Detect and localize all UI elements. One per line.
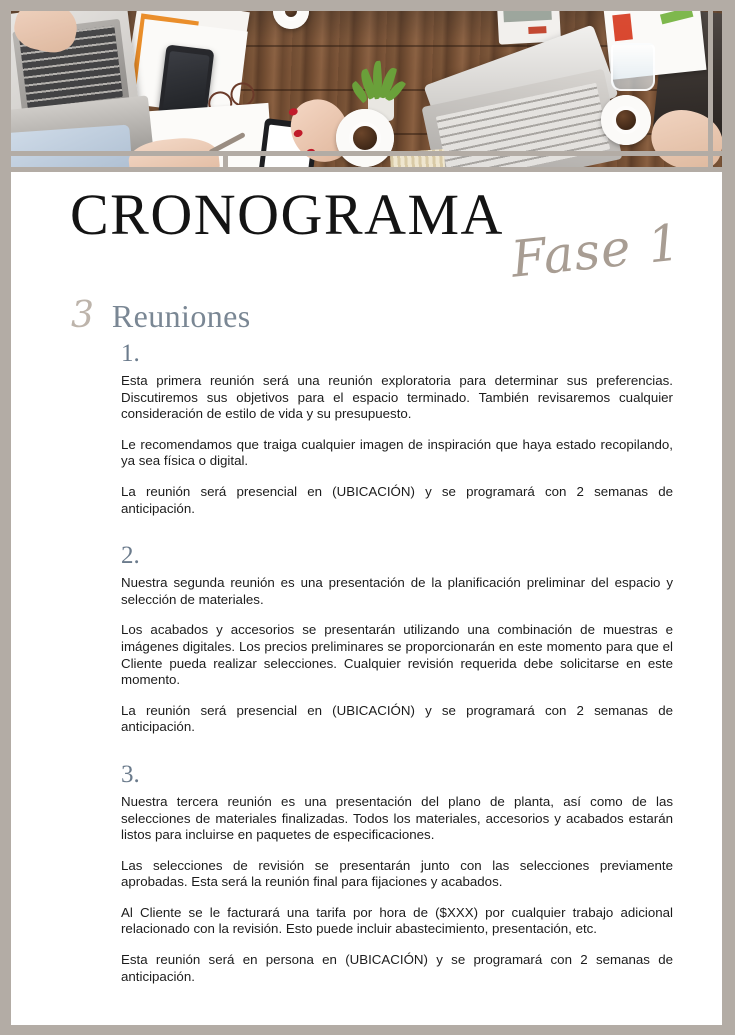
highlighter-mark	[660, 11, 693, 24]
meeting-section-2	[11, 543, 722, 736]
section-number: 1.	[121, 340, 140, 367]
section-paragraph: Al Cliente se le facturará una tarifa por hora de ($XXX) por cualquier trabajo adicional relacionado con la revisión. Esto puede incluir abastecimiento, presentación, etc.	[121, 904, 673, 937]
subtitle-label: Reuniones	[111, 298, 251, 334]
frame-line-vertical	[708, 11, 713, 172]
section-spacer	[11, 736, 722, 762]
page-inner	[11, 11, 722, 1025]
section-paragraph: Nuestra segunda reunión es una presentación de la planificación preliminar del espacio y selección de materiales.	[121, 575, 673, 607]
content-body	[11, 341, 722, 985]
water-glass	[611, 43, 655, 91]
coffee-cup-right	[601, 95, 651, 145]
subtitle	[71, 295, 251, 336]
shirt-sleeve	[11, 125, 133, 172]
fingernail	[288, 107, 299, 116]
phase-label: Fase 1	[508, 213, 684, 289]
document-color-bar	[612, 13, 633, 41]
fingernail	[293, 129, 304, 138]
subtitle-number: 3	[71, 295, 94, 336]
meeting-section-1	[11, 341, 722, 517]
header-photo	[11, 11, 722, 172]
section-paragraph: Los acabados y accesorios se presentarán utilizando una combinación de muestras e imágenes digitales. Los precios preliminares se proporcionarán en este momento para que el Cliente pueda realizar selecciones. Cualquier revisión requerida debe solicitarse en este momento.	[121, 622, 673, 688]
title-block	[11, 172, 722, 336]
section-paragraph: La reunión será presencial en (UBICACIÓN) y se programará con 2 semanas de anticipación.	[121, 702, 673, 735]
section-paragraph: La reunión será presencial en (UBICACIÓN) y se programará con 2 semanas de anticipación.	[121, 483, 673, 516]
section-number: 2.	[121, 542, 140, 570]
section-number: 3.	[121, 760, 140, 788]
section-spacer	[11, 517, 722, 543]
page-title: CRONOGRAMA	[70, 182, 504, 247]
section-paragraph: Esta reunión será en persona en (UBICACIÓN) y se programará con 2 semanas de anticipación.	[121, 952, 673, 984]
section-paragraph: Nuestra tercera reunión es una presentación del plano de planta, así como de las selecciones de materiales finalizadas. Todos los materiales, accesorios y acabados estarán listos para incluirse en paquetes de especificaciones.	[121, 793, 673, 843]
section-paragraph: Las selecciones de revisión se presentarán junto con las selecciones previamente aprobadas. Esta será la reunión final para fijaciones y acabados.	[121, 857, 673, 890]
calculator-button	[528, 26, 546, 34]
coffee-liquid	[612, 106, 640, 134]
section-paragraph: Esta primera reunión será una reunión exploratoria para determinar sus preferencias. Discutiremos sus objetivos para el espacio terminado. También revisaremos cualquier consideración de estilo de vida y su presupuesto.	[121, 373, 673, 422]
section-paragraph: Le recomendamos que traiga cualquier imagen de inspiración que haya estado recopilando, ya sea física o digital.	[121, 436, 673, 469]
coffee-cup-center	[336, 109, 394, 167]
frame-line-horizontal	[11, 151, 722, 156]
meeting-section-3	[11, 762, 722, 985]
